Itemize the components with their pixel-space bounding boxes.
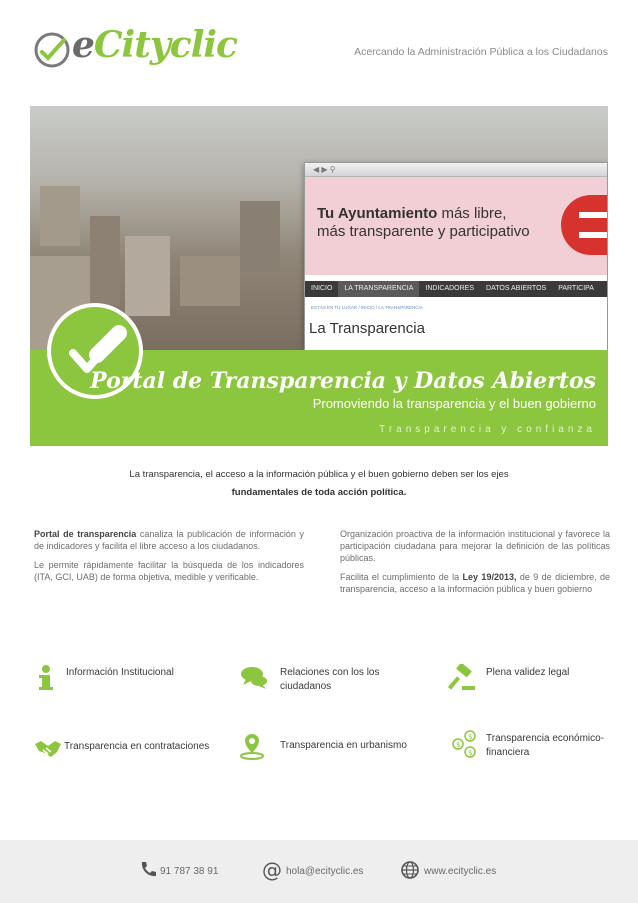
portal-subtitle: Promoviendo la transparencia y el buen gobierno bbox=[312, 396, 596, 411]
headline-rest: más libre, bbox=[437, 205, 507, 222]
right-p2-pre: Facilita el cumplimiento de la bbox=[340, 572, 463, 582]
law-reference: Ley 19/2013, bbox=[462, 572, 517, 582]
city-building bbox=[180, 256, 240, 306]
website-screenshot bbox=[304, 162, 608, 352]
browser-page-title: La Transparencia bbox=[309, 320, 425, 337]
feature-label: Relaciones con los los ciudadanos bbox=[280, 667, 380, 692]
right-p2-post: de 9 de diciembre, de transparencia, acceso a la información pública y buen gobierno bbox=[340, 572, 610, 594]
feature-economic bbox=[452, 730, 612, 770]
svg-text:$: $ bbox=[468, 733, 473, 741]
city-logo-icon bbox=[561, 195, 607, 255]
headline-bold: Tu Ayuntamiento bbox=[317, 205, 438, 222]
intro-line-2: fundamentales de toda acción política. bbox=[231, 487, 407, 498]
ecityclic-logo bbox=[30, 22, 240, 78]
city-building bbox=[40, 186, 80, 246]
footer-email[interactable]: hola@ecityclic.es bbox=[286, 866, 364, 877]
city-building bbox=[125, 236, 170, 316]
portal-tagline: Transparencia y confianza bbox=[379, 424, 596, 435]
left-paragraph-2: Le permite rápidamente facilitar la búsqueda de los indicadores (ITA, GCI, UAB) de forma objetiva, medible y verificable. bbox=[34, 560, 304, 582]
feature-label: Transparencia en urbanismo bbox=[280, 740, 407, 751]
nav-item[interactable]: DATOS ABIERTOS bbox=[486, 285, 547, 292]
right-column bbox=[340, 528, 610, 602]
feature-contracting bbox=[34, 734, 234, 774]
city-building bbox=[90, 216, 120, 306]
hero-banner bbox=[30, 106, 608, 446]
nav-item[interactable]: PARTICIPA bbox=[558, 285, 594, 292]
phone-icon bbox=[138, 860, 158, 880]
footer-phone[interactable]: 91 787 38 91 bbox=[160, 866, 219, 877]
logo-text: eCityclic bbox=[72, 24, 237, 66]
left-paragraph-1 bbox=[34, 528, 304, 552]
handshake-icon bbox=[34, 734, 62, 762]
globe-icon bbox=[400, 860, 420, 880]
feature-institutional-info bbox=[36, 664, 226, 704]
left-column bbox=[34, 528, 304, 590]
feature-legal-validity bbox=[448, 664, 608, 704]
svg-text:$: $ bbox=[456, 741, 461, 749]
feature-label: Plena validez legal bbox=[486, 667, 570, 678]
right-paragraph-1: Organización proactiva de la información institucional y favorece la participación ciudadana para mejorar la definición de las políticas públicas. bbox=[340, 529, 610, 563]
money-icon bbox=[452, 730, 480, 758]
header-tagline: Acercando la Administración Pública a los Ciudadanos bbox=[354, 46, 608, 58]
logo-mark-icon bbox=[30, 30, 76, 74]
portal-title: Portal de Transparencia y Datos Abiertos bbox=[90, 368, 596, 394]
info-icon bbox=[36, 664, 64, 692]
at-sign-icon: @ bbox=[262, 858, 282, 882]
footer-website[interactable]: www.ecityclic.es bbox=[424, 866, 497, 877]
nav-item-active[interactable]: LA TRANSPARENCIA bbox=[338, 281, 419, 297]
feature-citizen-relations bbox=[240, 664, 420, 704]
map-pin-icon bbox=[238, 732, 266, 760]
browser-nav bbox=[305, 281, 607, 297]
search-icon: ⚲ bbox=[329, 165, 336, 174]
gavel-icon bbox=[448, 664, 476, 692]
city-building bbox=[240, 201, 280, 271]
speech-bubbles-icon bbox=[240, 664, 268, 692]
nav-item[interactable]: INICIO bbox=[311, 285, 333, 292]
feature-label: Transparencia en contrataciones bbox=[64, 741, 210, 752]
browser-breadcrumb: ESTÁS EN TU LUGAR / INICIO / LA TRANSPARENCIA bbox=[311, 305, 423, 310]
browser-bar: ◀ ▶ ⚲ bbox=[305, 163, 607, 177]
intro-statement bbox=[100, 466, 538, 502]
intro-line-1: La transparencia, el acceso a la información pública y el buen gobierno deben ser los ejes bbox=[129, 469, 509, 480]
headline-line-2: más transparente y participativo bbox=[317, 223, 530, 240]
nav-item[interactable]: INDICADORES bbox=[425, 285, 475, 292]
left-p1-rest: canaliza la publicación de información y de indicadores y facilita el libre acceso a los ciudadanos. bbox=[34, 529, 305, 551]
footer bbox=[0, 840, 638, 903]
feature-label: Transparencia económico-financiera bbox=[486, 733, 605, 758]
left-p1-bold: Portal de transparencia bbox=[34, 529, 137, 539]
svg-text:$: $ bbox=[468, 749, 473, 757]
right-paragraph-2 bbox=[340, 571, 610, 595]
browser-banner bbox=[305, 177, 607, 275]
feature-urbanism bbox=[238, 732, 428, 772]
feature-label: Información Institucional bbox=[66, 667, 174, 678]
browser-headline bbox=[317, 205, 530, 241]
